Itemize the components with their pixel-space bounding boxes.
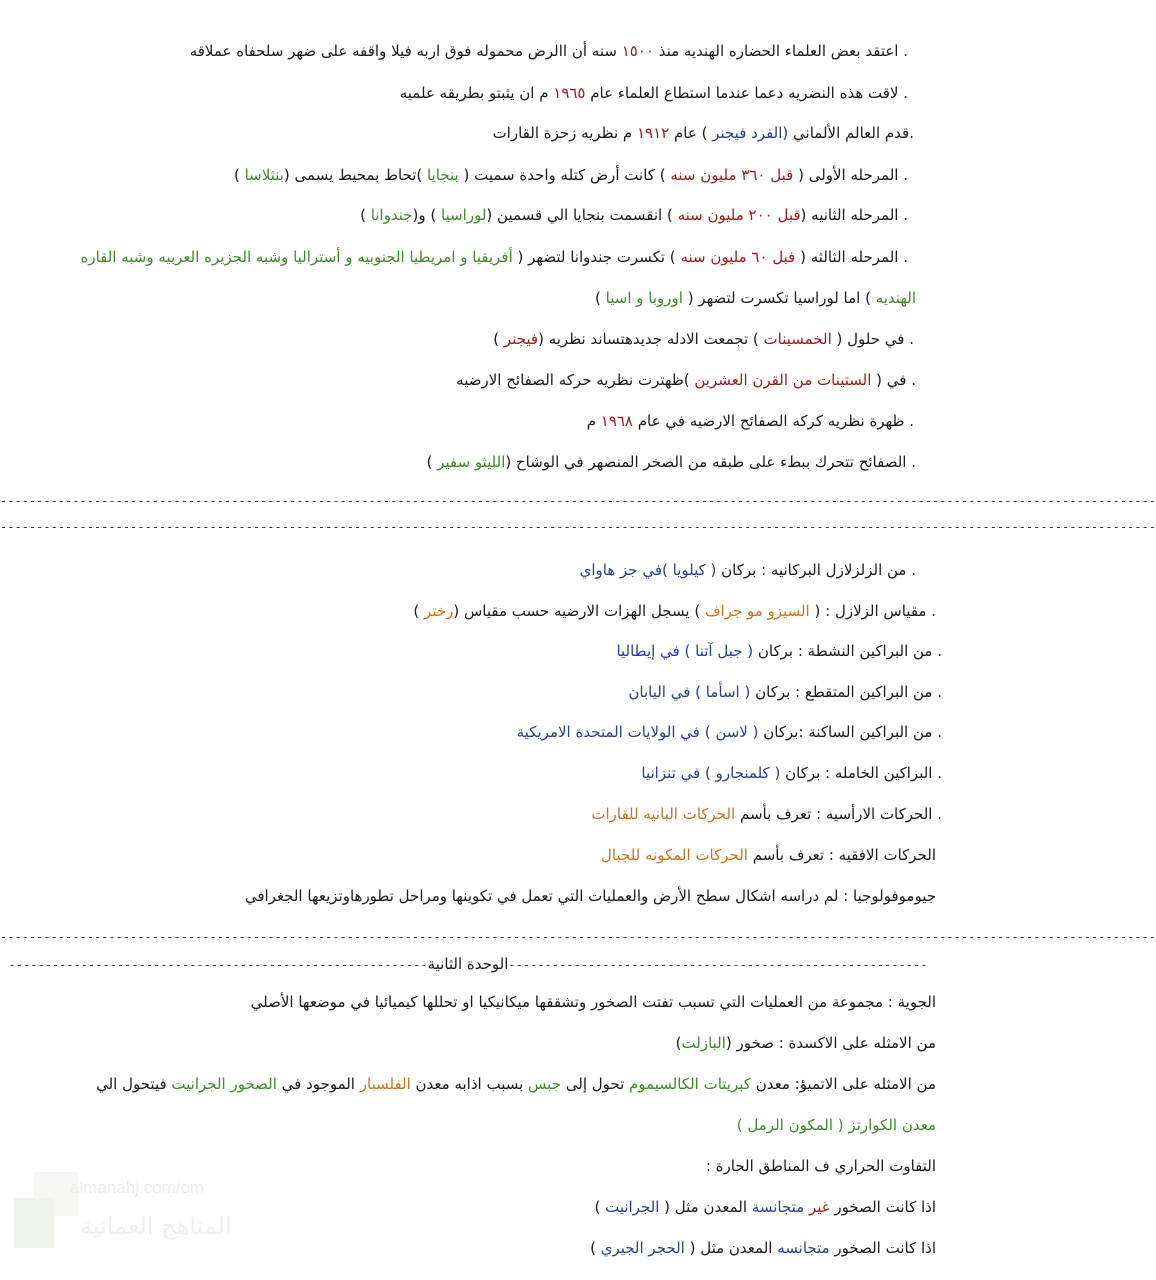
highlighted-term: متجانسة [751, 1198, 805, 1216]
highlighted-term: الصخور الجرانيت [171, 1075, 277, 1093]
text-segment: . من الزلزلازل البركانيه : بركان [716, 561, 916, 579]
highlighted-term: ( كيلويا )في جز هاواي [579, 561, 717, 579]
highlighted-term: ١٩٦٥ [553, 84, 586, 102]
text-segment: ) يسجل الهزات الارضيه حسب مقياس ( [453, 602, 705, 620]
text-line [0, 40, 908, 62]
text-segment: ) [360, 206, 371, 224]
text-segment: جيومو‌فولوجيا : لم دراسه اشكال سطح الأرض والعمليات التي تعمل في تكوينها ومراحل تطورهاوتزيعها الجغرافي [244, 887, 936, 905]
text-segment: فيتحول الي [96, 1075, 172, 1093]
text-line [0, 164, 908, 186]
text-segment: م ان يثبتو بطريقه علميه [399, 84, 554, 102]
highlighted-term: (الفرد فيجنر [712, 124, 789, 142]
highlighted-term: بنثلاسا [244, 166, 284, 184]
watermark-logo-block [14, 1198, 54, 1248]
text-segment: م [586, 412, 601, 430]
text-segment: . الصفائح تتحرك ببطء على طبقه من الصخر المنصهر في الوشاح ( [505, 453, 916, 471]
text-segment: )تحاط بمحيط يسمى ( [283, 166, 428, 184]
highlighted-term: رختر [424, 602, 454, 620]
text-segment: اذا كانت الصخور [829, 1239, 936, 1257]
text-line [0, 991, 936, 1013]
dashed-separator: ---------------------------------------------------------------------------------------------------------------------------------------------------------------- [0, 494, 1156, 508]
text-segment: ) تجمعت الادله جديدهتساند نظريه ( [538, 330, 764, 348]
highlighted-term: الستينات من القرن العشرين [694, 371, 872, 389]
text-segment: ) [493, 330, 504, 348]
dashed-separator: ---------------------------------------------------------------------------------------------------------------------------------------------------------------- [0, 520, 1156, 534]
text-line [0, 844, 936, 866]
text-segment: م نظريه زحزة القارات [492, 124, 637, 142]
text-line [0, 1032, 936, 1054]
text-segment: ) تكسرت جندوانا لتضهر ( [512, 248, 681, 266]
text-line [0, 82, 908, 104]
highlighted-term: قبل ٢٠٠ مليون سنه [677, 206, 801, 224]
highlighted-term: فيجنر [503, 330, 539, 348]
text-segment: . المرحله الأولى ( [793, 166, 908, 184]
text-segment: ) اما لوراسيا تكسرت لتضهر ( [682, 289, 876, 307]
highlighted-term: متجانسه [777, 1239, 830, 1257]
text-segment: . اعتقد بعض العلماء الحضاره الهنديه منذ [653, 42, 908, 60]
text-segment: . المرحله الثالثه ( [795, 248, 908, 266]
highlighted-term: السيزو مو جراف [704, 602, 810, 620]
watermark [8, 1168, 248, 1268]
text-segment: المعدن مثل ( [659, 1198, 752, 1216]
text-segment: . البراكين الخامله : بركان [780, 764, 942, 782]
highlighted-term: ( كلمنجارو ) في تنزانيا [641, 764, 781, 782]
text-segment: ) [233, 166, 245, 184]
highlighted-term: الفلسبار [359, 1075, 411, 1093]
highlighted-term: الحركات البانيه للقارات [591, 805, 736, 823]
highlighted-term: الهنديه [875, 289, 916, 307]
text-segment: ) و( [412, 206, 442, 224]
text-segment: المعدن مثل ( [684, 1239, 778, 1257]
text-line [0, 410, 914, 432]
text-line [0, 559, 916, 581]
watermark-url: almanahj.com/om [70, 1178, 205, 1197]
text-segment: اذا كانت الصخور [829, 1198, 936, 1216]
text-segment: ) [594, 1198, 606, 1216]
highlighted-term: جندوانا [370, 206, 413, 224]
text-line [0, 640, 942, 662]
text-segment: . من البراكين النشطة : بركان [753, 642, 942, 660]
watermark-arabic: المناهج العمانية [80, 1212, 232, 1240]
unit-heading-row [0, 954, 936, 974]
highlighted-term: البازلت [681, 1034, 726, 1052]
text-segment: . الحركات الارأسيه : تعرف بأسم [735, 805, 942, 823]
text-segment: الجوية : مجموعة من العمليات التي تسبب تفتت الصخور وتشققها ميكانيكيا او تحللها كيميائيا في موضعها الأصلي [250, 993, 936, 1011]
text-segment: الحركات الافقيه : تعرف بأسم [747, 846, 936, 864]
text-segment: ) كانت أرض كتله واحدة سميت ( [458, 166, 671, 184]
text-segment: ) [675, 1034, 682, 1052]
highlighted-term: اوروبا و اسيا [605, 289, 683, 307]
text-segment: . مقياس الزلازل : ( [809, 602, 936, 620]
text-line [0, 369, 916, 391]
text-line [0, 762, 942, 784]
text-segment: سنه أن االرض محموله فوق اربه فيلا واقفه على ضهر سلحفاه عملاقه [189, 42, 622, 60]
text-segment: . لاقت هذه النضريه دعما عندما استطاع العلماء عام [585, 84, 908, 102]
text-line [0, 122, 914, 144]
highlighted-term: الحركات المكونه للجبال [601, 846, 748, 864]
heading-dashes-right: ---------------------------------------------------------- [508, 958, 928, 972]
unit-heading: الوحدة الثانية [427, 955, 509, 973]
highlighted-term: ١٥٠٠ [621, 42, 654, 60]
text-line [0, 287, 916, 309]
text-line [0, 885, 936, 907]
text-segment: التفاوت الحراري ف المناطق الحارة : [705, 1157, 936, 1175]
text-segment: ) [590, 1239, 601, 1257]
highlighted-term: الليثو سفير [437, 453, 506, 471]
text-segment: . ظهرة نظريه كركه الصفائح الارضيه في عام [633, 412, 914, 430]
text-line [0, 681, 942, 703]
highlighted-term: لوراسيا [441, 206, 487, 224]
text-line [0, 204, 908, 226]
text-line [0, 328, 914, 350]
text-line [0, 246, 908, 268]
text-segment: الموجود في [276, 1075, 360, 1093]
highlighted-term: الحجر الجيري [600, 1239, 685, 1257]
heading-dashes-left: ---------------------------------------------------------- [8, 958, 428, 972]
text-line [0, 600, 936, 622]
highlighted-term: كبريتات الكالسيموم [629, 1075, 751, 1093]
text-segment: بسبب اذابه معدن [410, 1075, 529, 1093]
text-segment: ) [426, 453, 438, 471]
text-segment: ) [595, 289, 606, 307]
highlighted-term: ( اسأما ) في اليابان [628, 683, 751, 701]
text-segment: . من البراكين المتقطع : بركان [750, 683, 942, 701]
text-segment: )ظهترت نظريه حركه الصفائح الارضيه [456, 371, 695, 389]
text-segment: من الامثله على الاكسدة : صخور ( [725, 1034, 936, 1052]
text-segment: تحول إلى [560, 1075, 630, 1093]
text-segment: ) [413, 602, 425, 620]
text-line [0, 803, 942, 825]
text-segment: .قدم العالم الألماني [788, 124, 914, 142]
text-segment: ) عام [669, 124, 713, 142]
dashed-separator: ---------------------------------------------------------------------------------------------------------------------------------------------------------------- [0, 930, 1156, 944]
highlighted-term: الجرانيت [605, 1198, 660, 1216]
highlighted-term: أفريقيا و امريطيا الجنوبيه و أستراليا وشبه الجزيره العربيه وشبه القاره [80, 248, 513, 266]
highlighted-term: قبل ٣٦٠ مليون سنه [670, 166, 794, 184]
text-segment: من الامثله على الاتميؤ: معدن [750, 1075, 936, 1093]
text-segment: . في حلول ( [831, 330, 914, 348]
text-line [0, 1073, 936, 1095]
highlighted-term: غير [808, 1198, 830, 1216]
highlighted-term: معدن الكوارتز ( المكون الرمل ) [736, 1116, 936, 1134]
text-line [0, 451, 916, 473]
text-segment: . المرحله الثانيه ( [800, 206, 908, 224]
text-segment: . من البراكين الساكنة :بركان [758, 723, 942, 741]
text-segment: ) انقسمت بنجايا الي قسمين ( [486, 206, 678, 224]
highlighted-term: فبل ٦٠ مليون سنه [680, 248, 796, 266]
highlighted-term: ( لاسن ) في الولايات المتحدة الامريكية [516, 723, 759, 741]
highlighted-term: ١٩٦٨ [600, 412, 633, 430]
highlighted-term: بنجايا [427, 166, 459, 184]
text-line [0, 1114, 936, 1136]
text-segment: . في ( [871, 371, 916, 389]
highlighted-term: ( جبل آتنا ) في إيطاليا [616, 642, 754, 660]
text-line [0, 721, 942, 743]
highlighted-term: الخمسينات [763, 330, 832, 348]
highlighted-term: ١٩١٢ [636, 124, 670, 142]
highlighted-term: جبس [528, 1075, 561, 1093]
